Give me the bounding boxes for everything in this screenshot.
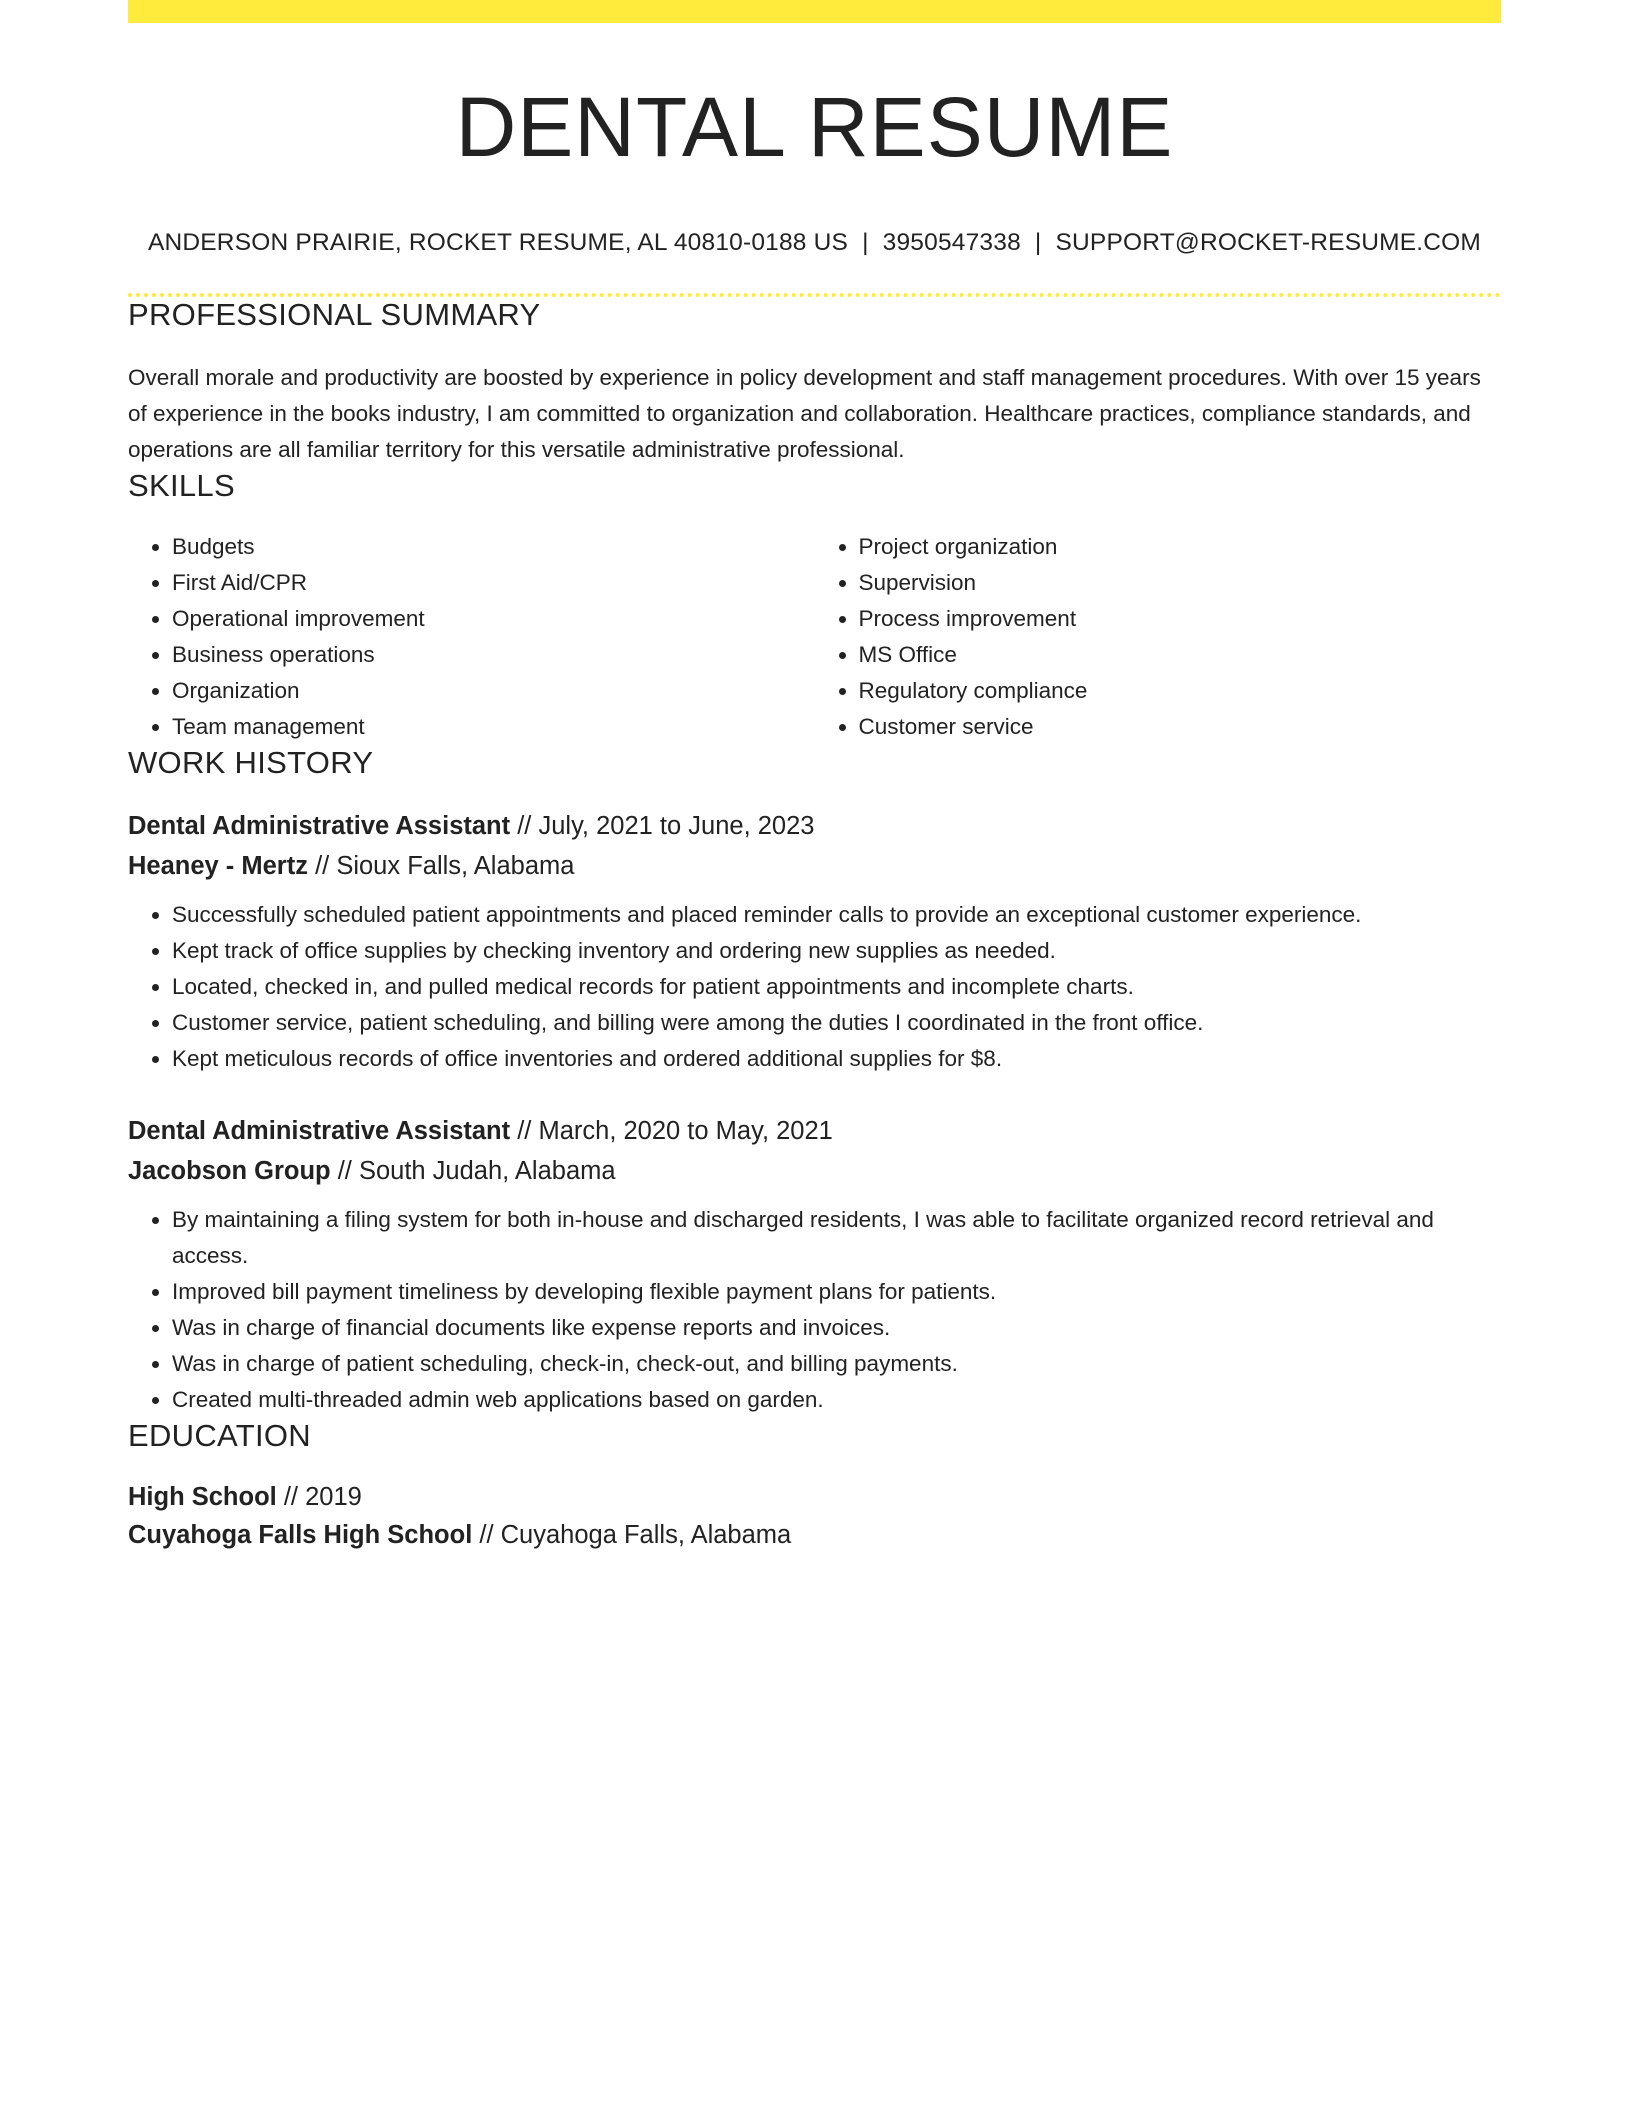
skills-grid (128, 529, 1501, 745)
work-history-heading: WORK HISTORY (128, 745, 374, 781)
job-entry (128, 1111, 1501, 1418)
job-entry (128, 806, 1501, 1077)
duty-item: • Successfully scheduled patient appointments and placed reminder calls to provide an exceptional customer experience. (172, 897, 1501, 933)
contact-separator: | (862, 229, 869, 257)
duty-item: • Created multi-threaded admin web applications based on garden. (172, 1382, 1501, 1418)
summary-section (128, 297, 1501, 468)
address-text: ANDERSON PRAIRIE, ROCKET RESUME, AL 40810-0188 US (147, 229, 849, 257)
skills-section (128, 468, 1501, 745)
skill-item: • Budgets (172, 529, 815, 565)
job-company: Heaney - Mertz (128, 852, 308, 881)
education-degree: High School (128, 1483, 277, 1512)
job-title-line (128, 1111, 1501, 1151)
education-school-line (128, 1516, 1501, 1554)
skill-item: • Customer service (859, 709, 1502, 745)
work-history-section (128, 745, 1501, 1418)
education-year: // 2019 (276, 1483, 362, 1512)
education-location: // Cuyahoga Falls, Alabama (472, 1521, 792, 1550)
duty-item: • Was in charge of financial documents like expense reports and invoices. (172, 1310, 1501, 1346)
job-position: Dental Administrative Assistant (128, 1117, 511, 1146)
email-link[interactable]: SUPPORT@ROCKET-RESUME.COM (1055, 229, 1482, 257)
skill-item: • Project organization (859, 529, 1502, 565)
skill-item: • Regulatory compliance (859, 673, 1502, 709)
job-company-line (128, 846, 1501, 886)
duty-item: • Kept meticulous records of office inventories and ordered additional supplies for $8. (172, 1041, 1501, 1077)
skill-item: • Business operations (172, 637, 815, 673)
job-duties-list (128, 1202, 1501, 1418)
contact-line (128, 229, 1501, 257)
skill-item: • Organization (172, 673, 815, 709)
skill-item: • Team management (172, 709, 815, 745)
duty-item: • Kept track of office supplies by checking inventory and ordering new supplies as needed. (172, 933, 1501, 969)
contact-separator: | (1034, 229, 1042, 257)
skill-item: • First Aid/CPR (172, 565, 815, 601)
duty-item: • Was in charge of patient scheduling, check-in, check-out, and billing payments. (172, 1346, 1501, 1382)
job-title-line (128, 806, 1501, 846)
job-dates: // March, 2020 to May, 2021 (510, 1117, 833, 1146)
education-section (128, 1418, 1501, 1554)
duty-item: • Located, checked in, and pulled medical records for patient appointments and incomplete charts. (172, 969, 1501, 1005)
skill-item: • Operational improvement (172, 601, 815, 637)
phone-text: 3950547338 (882, 229, 1021, 257)
resume-page (128, 0, 1501, 1554)
accent-bar (128, 0, 1501, 23)
job-position: Dental Administrative Assistant (128, 812, 511, 841)
duty-item: • By maintaining a filing system for both in-house and discharged residents, I was able to facilitate organized record retrieval and access. (172, 1202, 1501, 1274)
summary-paragraph: Overall morale and productivity are boosted by experience in policy development and staff management procedures. With over 15 years of experience in the books industry, I am committed to organization and collaboration. Healthcare practices, compliance standards, and operations are all familiar territory for this versatile administrative professional. (128, 365, 1481, 463)
resume-title: DENTAL RESUME (455, 80, 1174, 174)
skills-list-left (128, 529, 815, 745)
skills-list-right (815, 529, 1502, 745)
job-duties-list (128, 897, 1501, 1077)
job-company-line (128, 1151, 1501, 1191)
education-degree-line (128, 1478, 1501, 1516)
duty-item: • Customer service, patient scheduling, and billing were among the duties I coordinated in the front office. (172, 1005, 1501, 1041)
job-company: Jacobson Group (128, 1157, 331, 1186)
education-heading: EDUCATION (128, 1418, 311, 1454)
skill-item: • Supervision (859, 565, 1502, 601)
duty-item: • Improved bill payment timeliness by developing flexible payment plans for patients. (172, 1274, 1501, 1310)
summary-heading: PROFESSIONAL SUMMARY (128, 297, 541, 333)
job-location: // Sioux Falls, Alabama (307, 852, 575, 881)
skill-item: • MS Office (859, 637, 1502, 673)
education-school: Cuyahoga Falls High School (128, 1521, 473, 1550)
job-location: // South Judah, Alabama (330, 1157, 616, 1186)
job-dates: // July, 2021 to June, 2023 (510, 812, 815, 841)
skill-item: • Process improvement (859, 601, 1502, 637)
skills-heading: SKILLS (128, 468, 235, 504)
